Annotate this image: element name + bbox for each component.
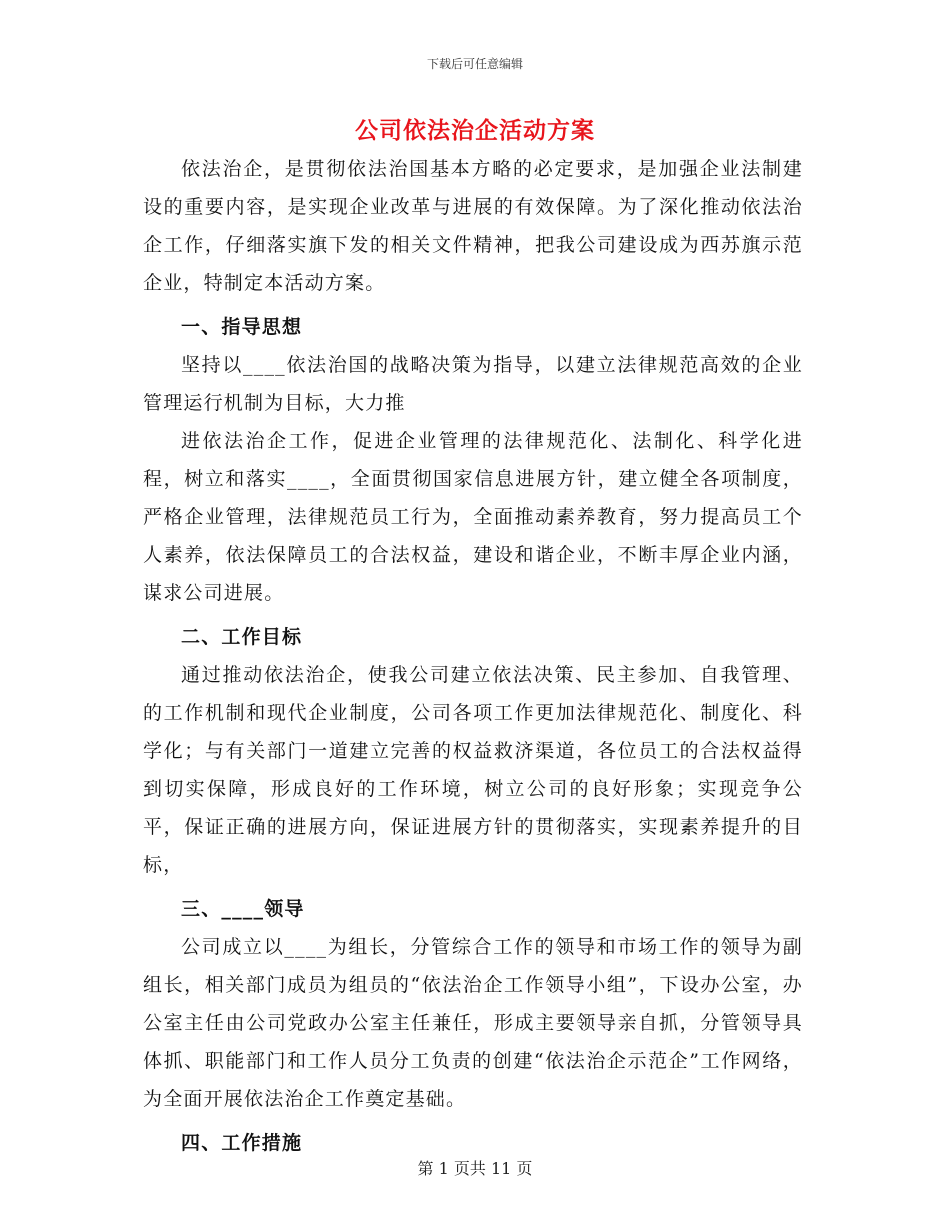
section-heading-work-measures: 四、工作措施 bbox=[181, 1132, 303, 1154]
leadership-paragraph: 公司成立以____为组长，分管综合工作的领导和市场工作的领导为副组长，相关部门成员为组员的“依法治企工作领导小组”，下设办公室，办公室主任由公司党政办公室主任兼任，形成主要领导亲自抓，分管领导具体抓、职能部门和工作人员分工负责的创建“依法治企示范企”工作网络，为全面开展依法治企工作奠定基础。 bbox=[143, 936, 803, 1110]
document-body bbox=[143, 150, 803, 1162]
guiding-ideology-paragraph-1: 坚持以____依法治国的战略决策为指导，以建立法律规范高效的企业管理运行机制为目标，大力推 bbox=[143, 354, 803, 414]
document-title: 公司依法治企活动方案 bbox=[355, 117, 595, 144]
page-header-note: 下载后可任意编辑 bbox=[426, 57, 523, 71]
section-heading-leadership: 三、____领导 bbox=[181, 898, 305, 920]
section-heading-guiding-ideology: 一、指导思想 bbox=[181, 316, 303, 338]
section-heading-work-goals: 二、工作目标 bbox=[181, 626, 303, 648]
guiding-ideology-paragraph-2: 进依法治企工作，促进企业管理的法律规范化、法制化、科学化进程，树立和落实____，全面贯彻国家信息进展方针，建立健全各项制度，严格企业管理，法律规范员工行为，全面推动素养教育，努力提高员工个人素养，依法保障员工的合法权益，建设和谐企业，不断丰厚企业内涵，谋求公司进展。 bbox=[143, 430, 803, 604]
page-footer: 第 1 页共 11 页 bbox=[417, 1159, 533, 1178]
work-goals-paragraph: 通过推动依法治企，使我公司建立依法决策、民主参加、自我管理、的工作机制和现代企业制度，公司各项工作更加法律规范化、制度化、科学化；与有关部门一道建立完善的权益救济渠道，各位员工的合法权益得到切实保障，形成良好的工作环境，树立公司的良好形象；实现竞争公平，保证正确的进展方向，保证进展方针的贯彻落实，实现素养提升的目标， bbox=[143, 664, 803, 876]
intro-paragraph: 依法治企，是贯彻依法治国基本方略的必定要求，是加强企业法制建设的重要内容，是实现企业改革与进展的有效保障。为了深化推动依法治企工作，仔细落实旗下发的相关文件精神，把我公司建设成为西苏旗示范企业，特制定本活动方案。 bbox=[143, 158, 803, 294]
